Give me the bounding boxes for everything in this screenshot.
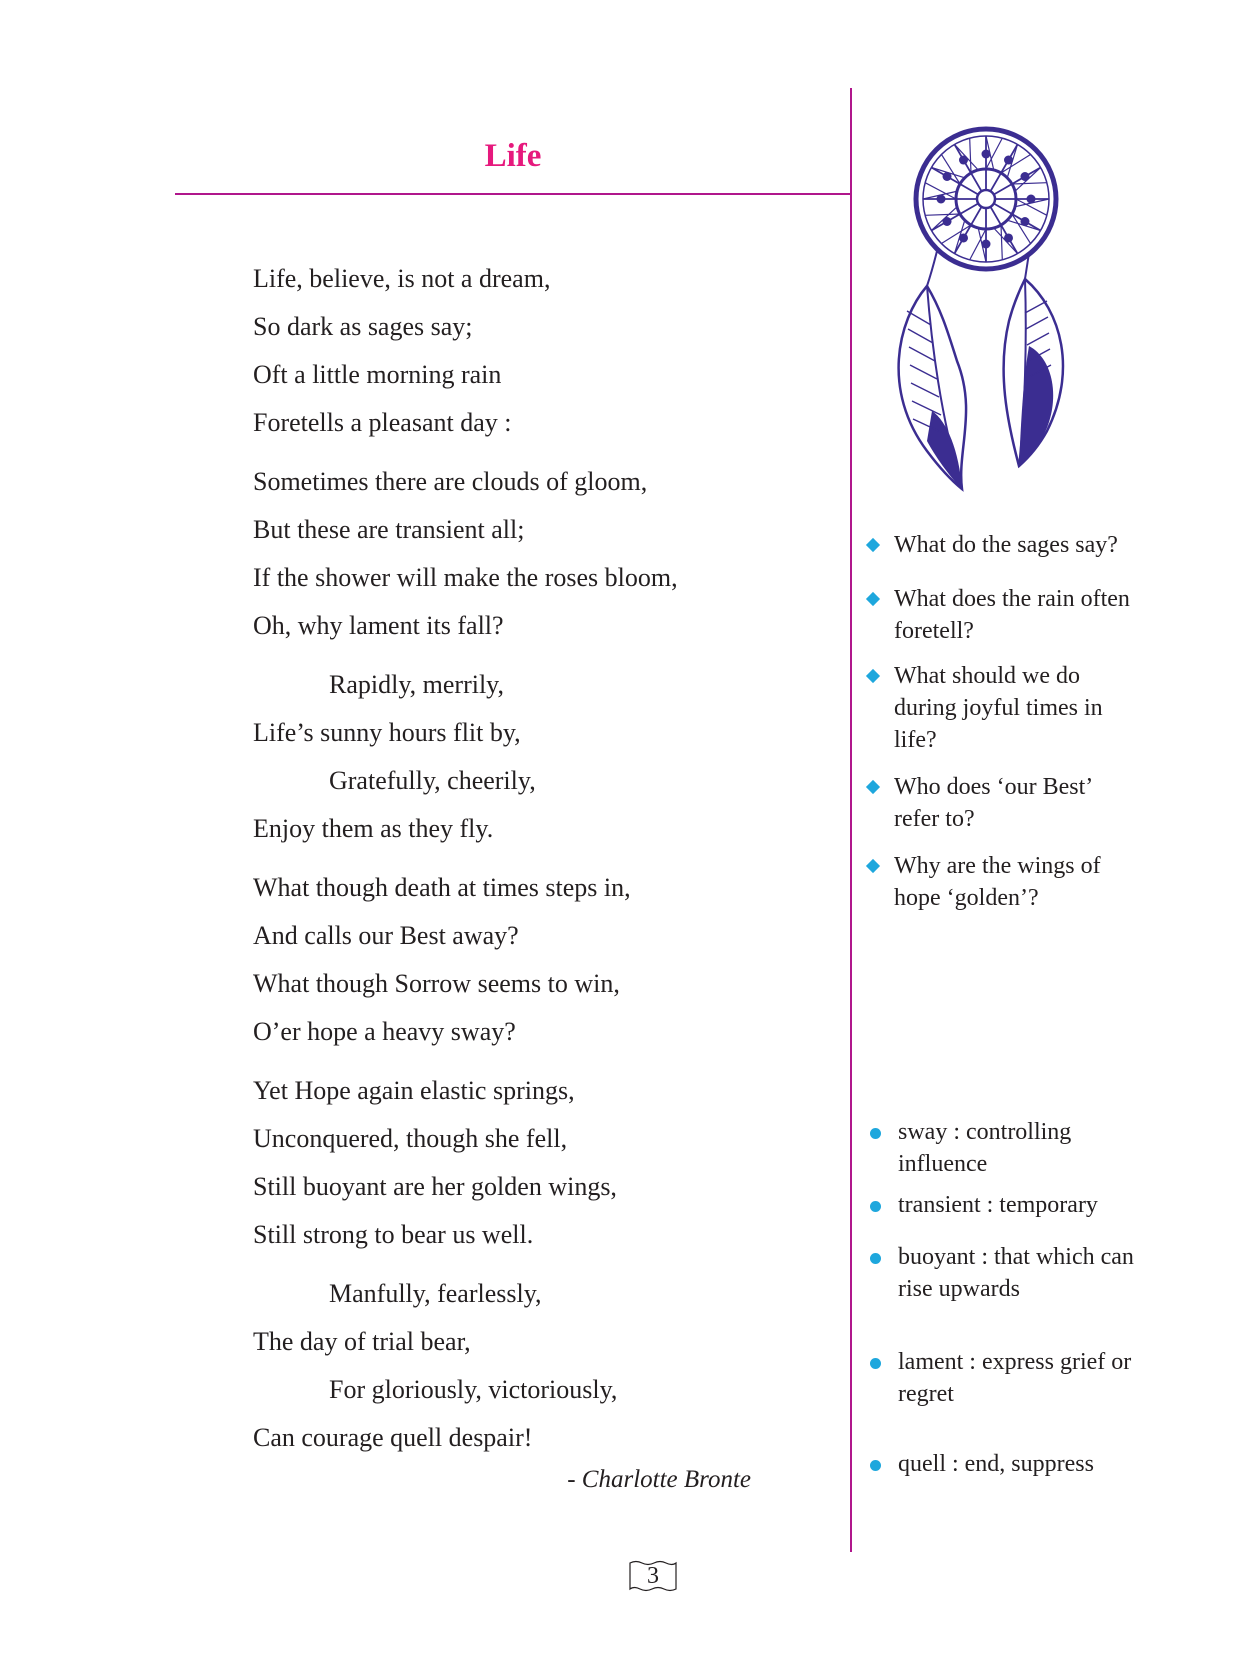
page-number: 3 bbox=[647, 1563, 659, 1589]
question-text: What do the sages say? bbox=[894, 532, 1118, 558]
poem-line: Still buoyant are her golden wings, bbox=[253, 1172, 617, 1201]
question-item bbox=[868, 771, 1138, 835]
poem-line: What though Sorrow seems to win, bbox=[253, 969, 620, 998]
poem-line: Manfully, fearlessly, bbox=[329, 1279, 542, 1308]
glossary-text: transient : temporary bbox=[898, 1192, 1098, 1218]
diamond-bullet-icon bbox=[866, 859, 880, 873]
question-item bbox=[868, 660, 1138, 756]
glossary-item bbox=[868, 1189, 1138, 1221]
poem-line: Rapidly, merrily, bbox=[329, 670, 504, 699]
poem-line: So dark as sages say; bbox=[253, 312, 473, 341]
title-rule bbox=[175, 193, 852, 195]
diamond-bullet-icon bbox=[866, 538, 880, 552]
poem-title: Life bbox=[484, 138, 542, 174]
glossary bbox=[868, 1116, 1138, 1480]
poem-line: Oh, why lament its fall? bbox=[253, 611, 504, 640]
stanza bbox=[253, 255, 813, 447]
poem-line: Unconquered, though she fell, bbox=[253, 1124, 568, 1153]
question-text: Who does ‘our Best’ refer to? bbox=[894, 774, 1092, 832]
glossary-item bbox=[868, 1346, 1138, 1410]
dot-bullet-icon bbox=[870, 1253, 881, 1264]
question-text: What does the rain often foretell? bbox=[894, 586, 1130, 644]
poem-line: Still strong to bear us well. bbox=[253, 1220, 534, 1249]
dreamcatcher-icon bbox=[887, 121, 1087, 493]
poem-line: Can courage quell despair! bbox=[253, 1423, 533, 1452]
stanza bbox=[253, 458, 813, 650]
dot-bullet-icon bbox=[870, 1358, 881, 1369]
poem-line: Oft a little morning rain bbox=[253, 360, 502, 389]
margin-rule bbox=[850, 88, 852, 1552]
poem-line: Foretells a pleasant day : bbox=[253, 408, 512, 437]
dot-bullet-icon bbox=[870, 1460, 881, 1471]
poem-line: But these are transient all; bbox=[253, 515, 525, 544]
glossary-item bbox=[868, 1241, 1138, 1305]
stanza bbox=[253, 1067, 813, 1259]
glossary-text: sway : controlling influence bbox=[898, 1119, 1072, 1177]
glossary-text: quell : end, suppress bbox=[898, 1451, 1094, 1477]
poem-line: O’er hope a heavy sway? bbox=[253, 1017, 516, 1046]
glossary-item bbox=[868, 1448, 1138, 1480]
poem-line: Gratefully, cheerily, bbox=[329, 766, 536, 795]
diamond-bullet-icon bbox=[866, 780, 880, 794]
stanza bbox=[253, 1270, 813, 1462]
poem-line: Sometimes there are clouds of gloom, bbox=[253, 467, 648, 496]
poem-line: What though death at times steps in, bbox=[253, 873, 631, 902]
poem-line: Life’s sunny hours flit by, bbox=[253, 718, 521, 747]
glossary-text: buoyant : that which can rise upwards bbox=[898, 1244, 1134, 1302]
poem-line: And calls our Best away? bbox=[253, 921, 519, 950]
glossary-text: lament : express grief or regret bbox=[898, 1349, 1132, 1407]
question-text: Why are the wings of hope ‘golden’? bbox=[894, 853, 1101, 911]
poem-line: The day of trial bear, bbox=[253, 1327, 471, 1356]
diamond-bullet-icon bbox=[866, 592, 880, 606]
poem-line: If the shower will make the roses bloom, bbox=[253, 563, 678, 592]
comprehension-questions bbox=[868, 529, 1138, 914]
poem-body bbox=[253, 255, 813, 1473]
question-item bbox=[868, 850, 1138, 914]
question-text: What should we do during joyful times in life? bbox=[894, 663, 1103, 753]
poem-line: Life, believe, is not a dream, bbox=[253, 264, 551, 293]
dot-bullet-icon bbox=[870, 1128, 881, 1139]
question-item bbox=[868, 529, 1138, 561]
poem-author: - Charlotte Bronte bbox=[567, 1466, 751, 1493]
question-item bbox=[868, 583, 1138, 647]
diamond-bullet-icon bbox=[866, 669, 880, 683]
poem-line: For gloriously, victoriously, bbox=[329, 1375, 618, 1404]
dot-bullet-icon bbox=[870, 1201, 881, 1212]
stanza bbox=[253, 661, 813, 853]
poem-line: Yet Hope again elastic springs, bbox=[253, 1076, 575, 1105]
poem-line: Enjoy them as they fly. bbox=[253, 814, 494, 843]
stanza bbox=[253, 864, 813, 1056]
glossary-item bbox=[868, 1116, 1138, 1180]
